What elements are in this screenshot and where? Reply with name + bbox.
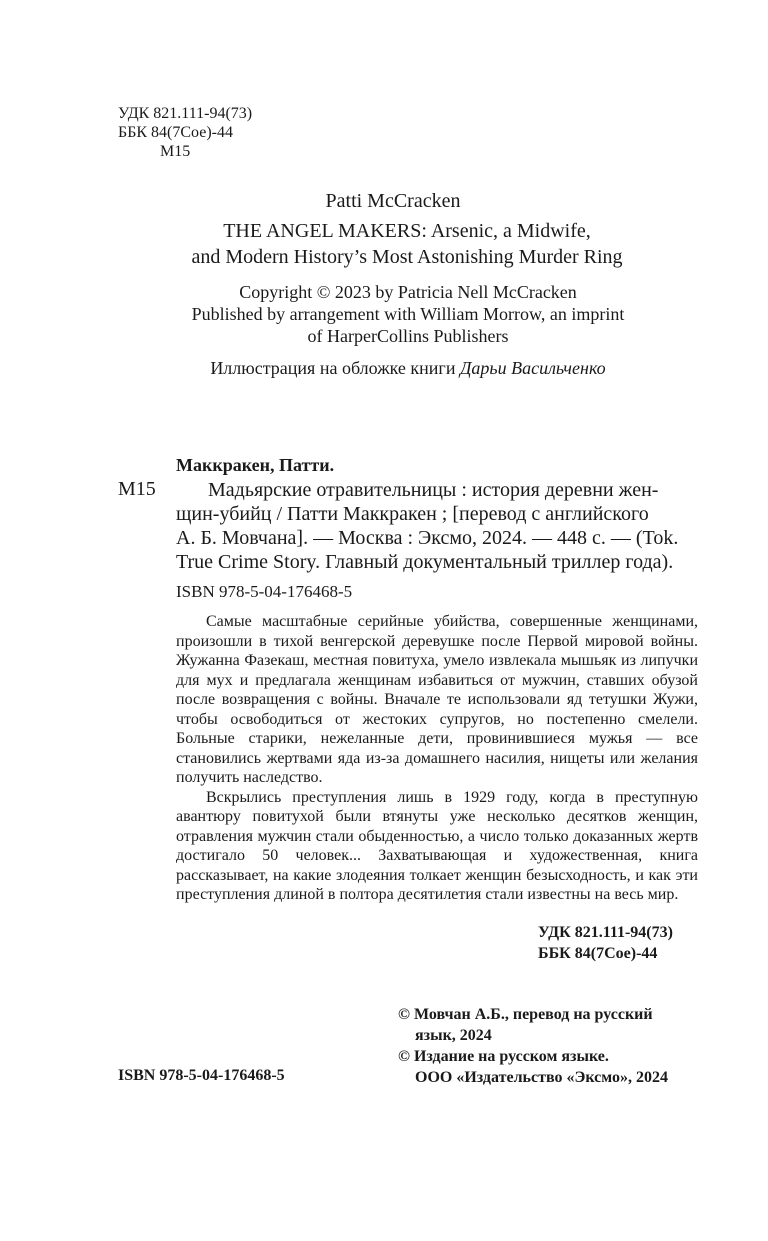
catalog-line2: щин-убийц / Патти Маккракен ; [перевод с английского [176, 503, 649, 525]
bbk-code: ББК 84(7Сое)-44 [118, 124, 233, 141]
russian-copyrights [398, 1004, 698, 1088]
annotation-paragraph-1: Самые масштабные серийные убийства, совершенные женщинами, произошли в тихой венгерской деревушке после Первой мировой войны. Жужанна Фазекаш, местная повитуха, умело извлекала мышьяк из липучки для мух и предлагала женщинам избавиться от мужчин, ставших обузой после возвращения с войны. Вначале те использовали яд тетушки Жужи, чтобы освободиться от жестоких супругов, но постепенно смелели. Больные старики, нежеланные дети, провинившиеся мужья — все становились жертвами яда из-за домашнего насилия, нищеты или желания получить наследство. [176, 613, 698, 786]
annotation-paragraph-2: Вскрылись преступления лишь в 1929 году, когда в преступную авантюру повитухой были втянуты уже несколько десятков женщин, отравления мужчин стали обыденностью, а число только доказанных жертв достигало 50 человек... Захватывающая и художественная, книга рассказывает, на какие злодеяния толкает женщин безысходность, и как эти преступления длиной в полтора десятилетия стали известны на весь мир. [176, 788, 698, 903]
edition-copyright-line1: © Издание на русском языке. [398, 1048, 609, 1065]
edition-copyright-line2: ООО «Издательство «Эксмо», 2024 [415, 1069, 668, 1086]
illustration-prefix: Иллюстрация на обложке книги [210, 358, 456, 378]
udk-code: УДК 821.111-94(73) [118, 105, 253, 122]
catalog-author-heading: Маккракен, Патти. [176, 455, 335, 475]
bottom-classification [538, 922, 673, 964]
bottom-bbk: ББК 84(7Сое)-44 [538, 945, 658, 962]
translation-copyright-line1: © Мовчан А.Б., перевод на русский [398, 1006, 653, 1023]
author-mark: М15 [160, 143, 191, 160]
copyright-line2: Published by arrangement with William Morrow, an imprint [191, 304, 625, 324]
classification-codes [118, 104, 252, 161]
original-title-line2: and Modern History’s Most Astonishing Murder Ring [191, 246, 623, 268]
copyright-line1: Copyright © 2023 by Patricia Nell McCracken [239, 282, 577, 302]
catalog-isbn: ISBN 978-5-04-176468-5 [176, 582, 353, 601]
original-title [0, 218, 768, 270]
copyright-line3: of HarperCollins Publishers [307, 326, 509, 346]
original-copyright [0, 281, 768, 347]
illustration-artist: Дарьи Васильченко [459, 358, 606, 378]
original-title-line1: THE ANGEL MAKERS: Arsenic, a Midwife, [223, 220, 591, 242]
translation-copyright-line2: язык, 2024 [415, 1027, 492, 1044]
catalog-line3: А. Б. Мовчана]. — Москва : Эксмо, 2024. — 448 с. — (Tok. [176, 527, 679, 549]
bottom-udk: УДК 821.111-94(73) [538, 924, 673, 941]
illustration-credit [0, 358, 768, 379]
catalog-mark: М15 [118, 478, 156, 500]
original-author: Patti McCracken [325, 190, 461, 212]
catalog-line1: Мадьярские отравительницы : история деревни жен- [208, 479, 659, 501]
annotation [176, 612, 698, 905]
bottom-isbn: ISBN 978-5-04-176468-5 [118, 1067, 285, 1084]
catalog-line4: True Crime Story. Главный документальный триллер года). [176, 551, 674, 573]
catalog-entry-body [176, 478, 696, 574]
